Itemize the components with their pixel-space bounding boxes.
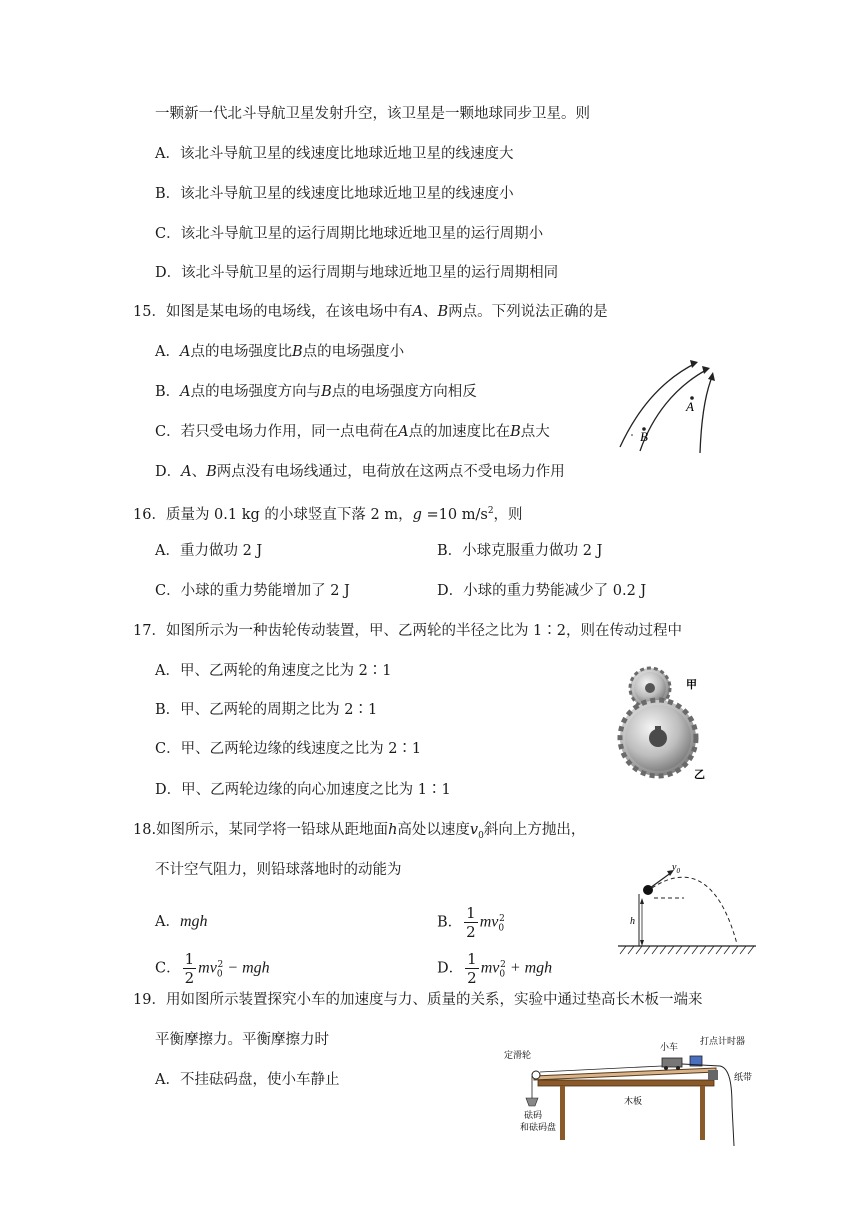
q18-v: v [469,822,479,838]
q18-b-mv: mv [479,913,499,931]
q18-stem-a: 18.如图所示，某同学将一铅球从距地面 [133,822,389,838]
q18-b-den: 2 [466,923,476,941]
q15-var-b: B [437,304,449,320]
q15-a-prefix: A． [155,344,180,360]
q18-c-sub: 0 [216,969,223,980]
q18-option-b [437,904,505,941]
q18-c-label: C． [155,960,181,977]
q18-d-num: 1 [467,950,477,968]
q15-b-var-b: B [321,384,332,400]
q15-d-var-a: A [181,464,192,480]
q19-option-a: A．不挂砝码盘，使小车静止 [155,1072,340,1088]
q18-option-c [155,950,270,987]
q18-d-sup: 2 [500,959,506,970]
q15-a-var-a: A [179,344,191,360]
q15-d-var-b: B [206,464,217,480]
q18-v-sub: 0 [478,830,484,841]
q14-option-c: C．该北斗导航卫星的运行周期比地球近地卫星的运行周期小 [155,226,544,242]
q18-b-sub: 0 [498,923,505,934]
label-weights-1: 砝码 [524,1111,543,1121]
q18-c-fraction [183,950,197,987]
cart-apparatus-figure [494,1036,774,1148]
q18-c-num: 1 [184,950,195,968]
q18-c-minus: − mgh [223,959,270,977]
fig-h-label: h [630,916,635,927]
q18-stem [133,820,585,846]
q15-d-sep: 、 [191,464,207,480]
q16-g: g [412,506,422,523]
q17-option-b: B．甲、乙两轮的周期之比为 2∶1 [155,702,378,718]
q14-option-a: A．该北斗导航卫星的线速度比地球近地卫星的线速度大 [155,146,514,162]
q18-c-mv: mv [198,959,217,977]
q18-stem-2: 不计空气阻力，则铅球落地时的动能为 [155,862,402,878]
q17-stem: 17．如图所示为一种齿轮传动装置，甲、乙两轮的半径之比为 1∶2，则在传动过程中 [133,623,683,639]
cart-icon [662,1058,682,1067]
q16-sup: 2 [487,506,494,516]
q15-d-prefix: D． [155,464,182,480]
q15-option-c [155,422,550,442]
q17-option-c: C．甲、乙两轮边缘的线速度之比为 2∶1 [155,741,422,757]
label-b: B [640,429,648,444]
q15-option-b [155,382,477,402]
label-weights-2: 和砝码盘 [520,1123,557,1133]
projectile-figure [612,858,762,958]
q18-d-plus: + mgh [505,959,553,977]
q16-option-b: B．小球克服重力做功 2 J [437,543,603,559]
q18-d-label: D． [437,960,464,977]
label-yi: 乙 [694,768,705,781]
q16-stem-c: ，则 [493,506,523,523]
q14-option-b: B．该北斗导航卫星的线速度比地球近地卫星的线速度小 [155,186,514,202]
q15-a-mid: 点的电场强度比 [190,344,292,360]
q18-option-a [155,912,208,932]
q18-option-d [437,950,552,987]
q18-d-sub: 0 [499,969,506,980]
pulley-icon [532,1071,540,1079]
q15-b-prefix: B． [155,384,181,400]
q18-stem-b: 高处以速度 [397,822,470,838]
q16-option-c: C．小球的重力势能增加了 2 J [155,583,350,599]
q15-stem-a: 如图是某电场的电场线，在该电场中有 [165,304,413,320]
q18-b-label: B． [437,914,463,931]
q19-stem-2: 平衡摩擦力。平衡摩擦力时 [155,1032,329,1048]
q15-c-end: 点大 [520,424,550,440]
q16-option-a: A．重力做功 2 J [155,543,263,559]
q18-d-fraction [465,950,479,987]
q15-d-end: 两点没有电场线通过，电荷放在这两点不受电场力作用 [216,464,565,480]
large-gear-icon [620,700,696,776]
q15-var-a: A [412,304,423,320]
q15-b-end: 点的电场强度方向相反 [331,384,477,400]
q18-b-sup: 2 [499,913,505,924]
label-board: 木板 [624,1097,643,1107]
label-jia: 甲 [686,678,697,691]
q15-stem-b: 两点。下列说法正确的是 [448,304,608,320]
q17-option-d: D．甲、乙两轮边缘的向心加速度之比为 1∶1 [155,782,451,798]
q18-a-expr: mgh [179,913,208,930]
q16-stem [133,501,523,525]
q18-stem-c: 斜向上方抛出， [483,822,586,838]
q16-stem-a: 16．质量为 0.1 kg 的小球竖直下落 2 m， [133,506,413,523]
q15-option-a [155,342,404,362]
q15-sep: 、 [422,304,438,320]
label-pulley: 定滑轮 [504,1051,532,1061]
label-timer: 打点计时器 [700,1037,746,1047]
label-cart: 小车 [660,1043,679,1053]
q15-c-var-b: B [510,424,521,440]
q18-a-label: A． [155,914,180,930]
q15-c-prefix: C．若只受电场力作用，同一点电荷在 [155,424,399,440]
q18-c-den: 2 [184,969,195,987]
label-a: A [686,399,694,414]
q15-option-d [155,462,565,482]
q18-b-fraction [464,904,478,941]
electric-field-figure [612,355,722,455]
q18-c-sup: 2 [217,959,224,970]
q15-number: 15． [133,304,166,320]
q15-stem [133,302,608,322]
q15-a-end: 点的电场强度小 [302,344,405,360]
q18-h: h [388,822,398,838]
q15-b-mid: 点的电场强度方向与 [190,384,322,400]
q16-option-d: D．小球的重力势能减少了 0.2 J [437,583,647,599]
q18-d-den: 2 [467,969,477,987]
q15-c-var-a: A [398,424,409,440]
q15-b-var-a: A [180,384,191,400]
q18-b-num: 1 [466,904,476,922]
q18-d-mv: mv [480,959,500,977]
q14-stem: 一颗新一代北斗导航卫星发射升空，该卫星是一颗地球同步卫星。则 [155,106,590,122]
label-tape: 纸带 [734,1073,753,1083]
q16-stem-b: =10 m/s [421,506,488,523]
q17-option-a: A．甲、乙两轮的角速度之比为 2∶1 [155,663,392,679]
fig-v0-label: $v_0$ [672,862,680,875]
q15-a-var-b: B [291,344,303,360]
gear-figure [608,660,718,785]
q15-c-mid: 点的加速度比在 [408,424,511,440]
q19-stem: 19．用如图所示装置探究小车的加速度与力、质量的关系，实验中通过垫高长木板一端来 [133,992,703,1008]
q14-option-d: D．该北斗导航卫星的运行周期与地球近地卫星的运行周期相同 [155,265,559,281]
